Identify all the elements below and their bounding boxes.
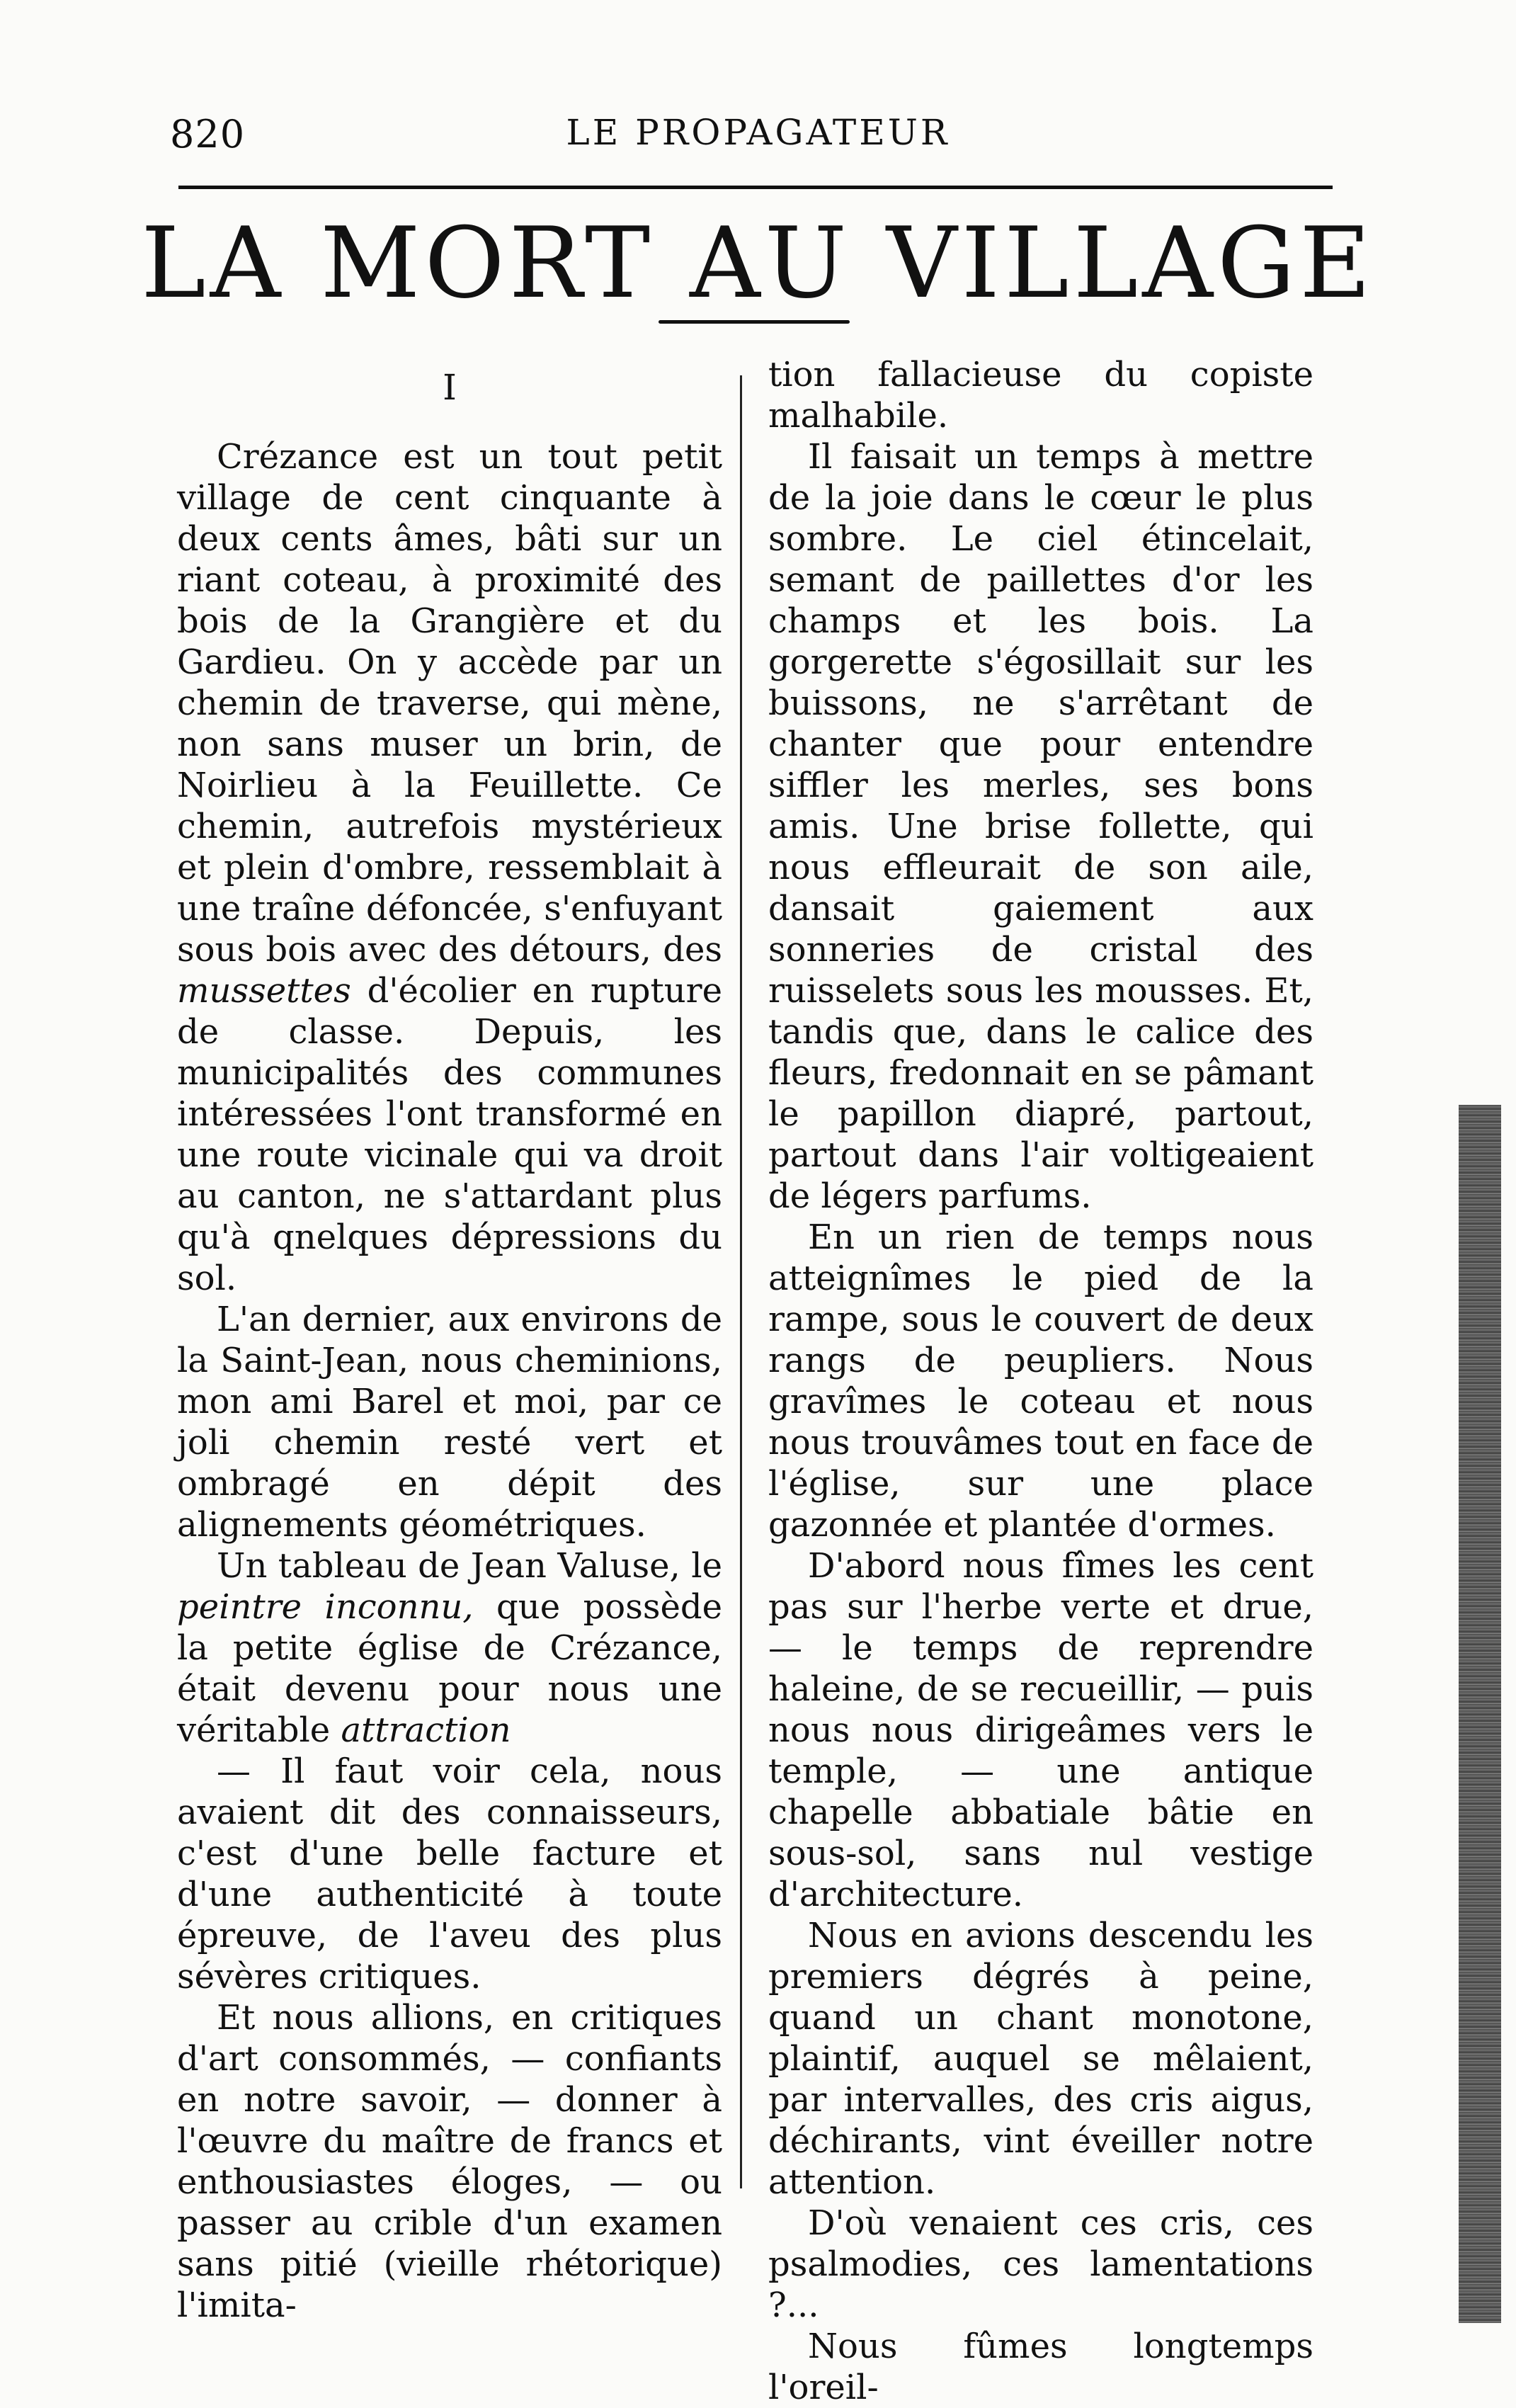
paragraph: L'an dernier, aux environs de la Saint-Jean, nous cheminions, mon ami Barel et moi, par ce joli chemin resté vert et ombragé en dépit des alignements géométriques. (177, 1300, 722, 1545)
paragraph: Nous fûmes longtemps l'oreil- (768, 2327, 1313, 2407)
paragraph (177, 436, 722, 1299)
paragraph-text: Crézance est un tout petit village de cent cinquante à deux cents âmes, bâti sur un riant coteau, à proximité des bois de la Grangière et du Gardieu. On y accède par un chemin de traverse, qui mène, non sans muser un brin, de Noirlieu à la Feuillette. Ce chemin, autrefois mystérieux et plein d'ombre, ressemblait à une traîne défoncée, s'enfuyant sous bois avec des détours, des (177, 437, 722, 970)
paragraph: D'où venaient ces cris, ces psalmodies, ces lamentations ?... (768, 2203, 1313, 2325)
paragraph: D'abord nous fîmes les cent pas sur l'herbe verte et drue, — le temps de reprendre haleine, de se recueillir, — puis nous nous dirigeâmes vers le temple, — une antique chapelle abbatiale bâtie en sous-sol, sans nul vestige d'architecture. (768, 1546, 1313, 1914)
scan-edge-shadow (1459, 1105, 1501, 2323)
section-numeral: I (443, 367, 457, 408)
paragraph (177, 1545, 722, 1751)
paragraph: — Il faut voir cela, nous avaient dit des connaisseurs, c'est d'une belle facture et d'une authenticité à toute épreuve, de l'aveu des plus sévères critiques. (177, 1751, 722, 1997)
paragraph: En un rien de temps nous atteignîmes le pied de la rampe, sous le couvert de deux rangs de peupliers. Nous gravîmes le coteau et nous nous trouvâmes tout en face de l'église, sur une place gazonnée et plantée d'ormes. (768, 1217, 1313, 1545)
header-rule (178, 186, 1333, 189)
paragraph: Nous en avions descendu les premiers dégrés à peine, quand un chant monotone, plaintif, auquel se mêlaient, par intervalles, des cris aigus, déchirants, vint éveiller notre attention. (768, 1916, 1313, 2202)
paragraph-text: d'écolier en rupture de classe. Depuis, les municipalités des communes intéressées l'ont transformé en une route vicinale qui va droit au canton, ne s'attardant plus qu'à qnelques dépressions du sol. (177, 971, 722, 1298)
right-column (768, 354, 1313, 2408)
paragraph: Il faisait un temps à mettre de la joie dans le cœur le plus sombre. Le ciel étincelait, semant de paillettes d'or les champs et les bois. La gorgerette s'égosillait sur les buissons, ne s'arrêtant de chanter que pour entendre siffler les merles, ses bons amis. Une brise follette, qui nous effleurait de son aile, dansait gaiement aux sonneries de cristal des ruisselets sous les mousses. Et, tandis que, dans le calice des fleurs, fredonnait en se pâmant le papillon diapré, partout, partout dans l'air voltigeaient de légers parfums. (768, 437, 1313, 1216)
paragraph: Et nous allions, en critiques d'art consommés, — confiants en notre savoir, — donner à l'œuvre du maître de francs et enthousiastes éloges, — ou passer au crible d'un examen sans pitié (vieille rhétorique) l'imita- (177, 1998, 722, 2325)
paragraph-text: Un tableau de Jean Valuse, le (217, 1546, 722, 1586)
title-rule (659, 320, 850, 324)
running-head: LE PROPAGATEUR (566, 112, 950, 153)
paragraph: tion fallacieuse du copiste malhabile. (768, 355, 1313, 436)
column-divider (740, 375, 742, 2188)
article-title: LA MORT AU VILLAGE (141, 206, 1375, 320)
left-column (177, 354, 722, 2326)
italic-term: peintre inconnu, (177, 1587, 474, 1627)
italic-term: attraction (341, 1710, 511, 1750)
italic-term: mussettes (177, 971, 351, 1011)
page-number: 820 (170, 112, 246, 157)
paragraph-text: que possède la petite église de Crézance, était devenu pour nous une véritable (177, 1587, 722, 1750)
